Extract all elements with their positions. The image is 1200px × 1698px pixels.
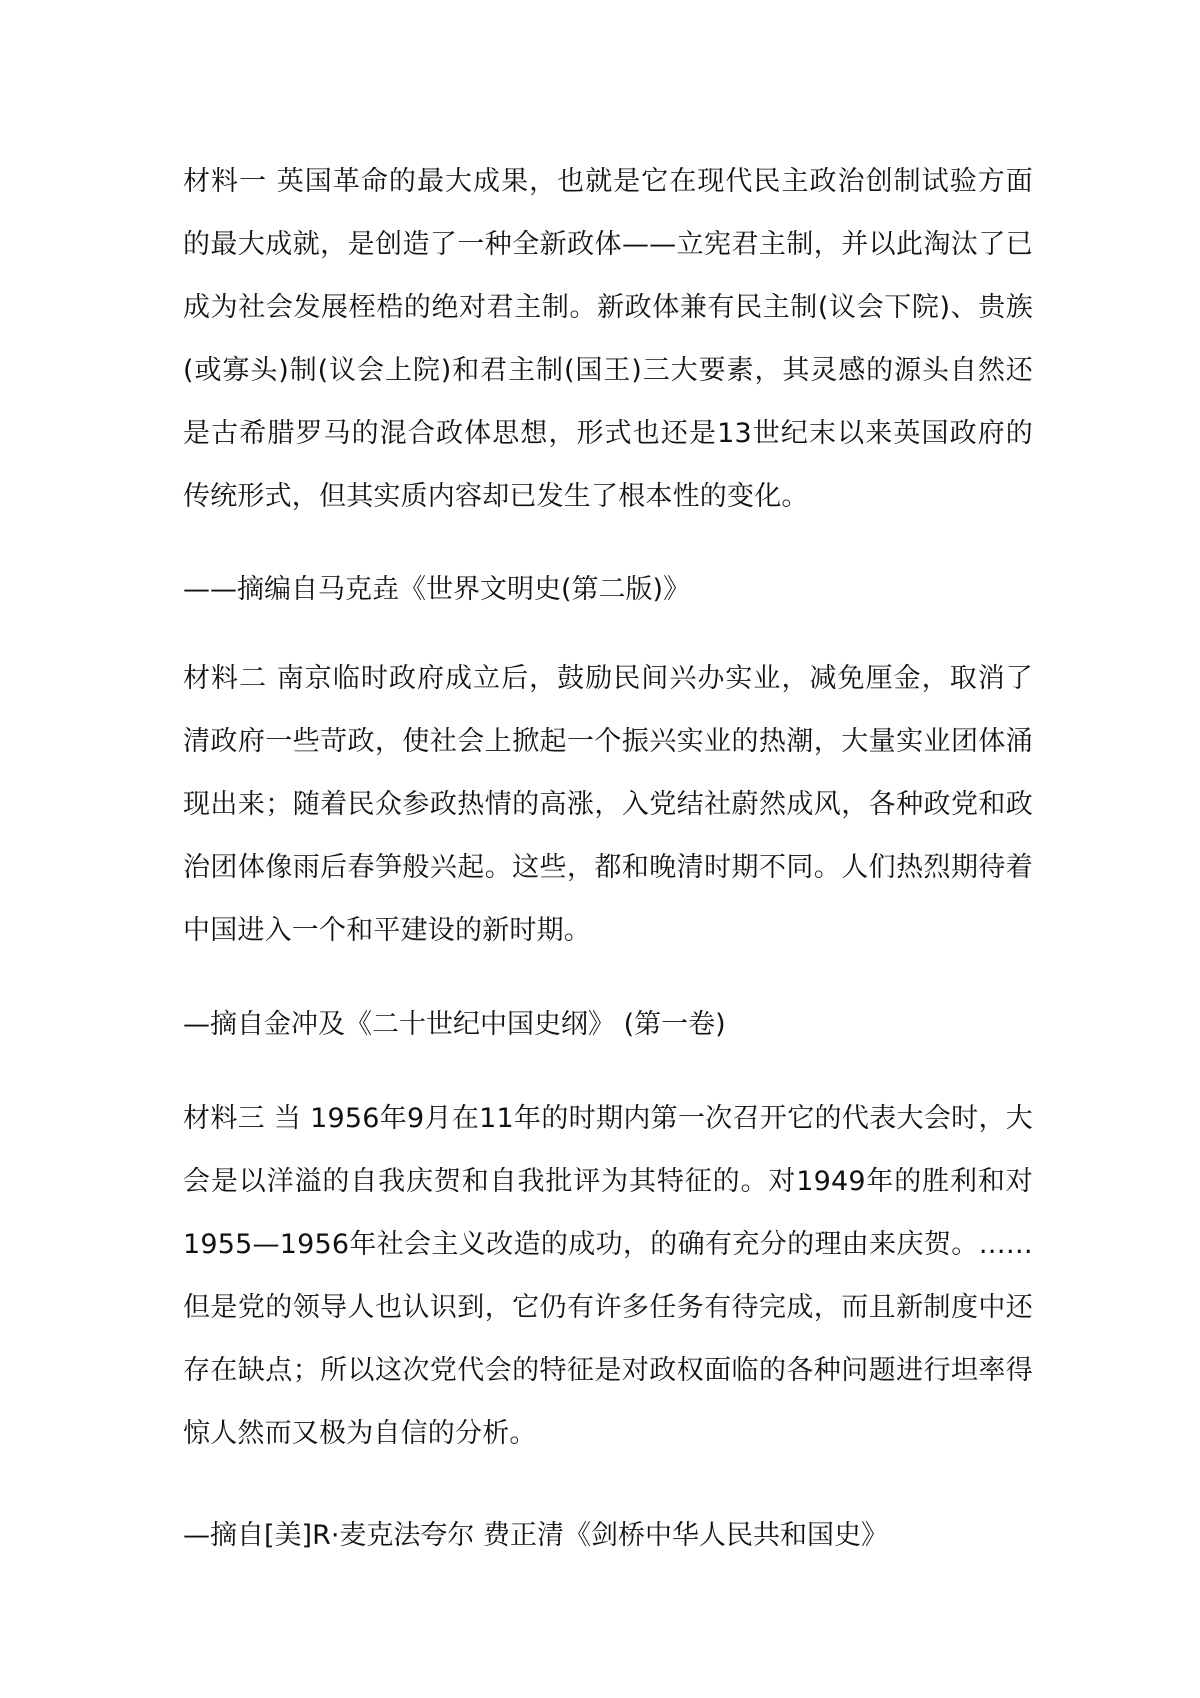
material-two-paragraph: 材料二 南京临时政府成立后，鼓励民间兴办实业，减免厘金，取消了清政府一些苛政，使社会上掀起一个振兴实业的热潮，大量实业团体涌现出来；随着民众参政热情的高涨，入党结社蔚然成风，各种政党和政治团体像雨后春笋般兴起。这些，都和晚清时期不同。人们热烈期待着中国进入一个和平建设的新时期。	[183, 663, 1033, 946]
material-two-source: —摘自金冲及《二十世纪中国史纲》 (第一卷)	[183, 1009, 726, 1040]
material-three-paragraph: 材料三 当 1956年9月在11年的时期内第一次召开它的代表大会时，大会是以洋溢的自我庆贺和自我批评为其特征的。对1949年的胜利和对1955—1956年社会主义改造的成功，的确有充分的理由来庆贺。……但是党的领导人也认识到，它仍有许多任务有待完成，而且新制度中还存在缺点；所以这次党代会的特征是对政权面临的各种问题进行坦率得惊人然而又极为自信的分析。	[183, 1103, 1033, 1449]
material-one-paragraph: 材料一 英国革命的最大成果，也就是它在现代民主政治创制试验方面的最大成就，是创造了一种全新政体——立宪君主制，并以此淘汰了已成为社会发展桎梏的绝对君主制。新政体兼有民主制(议会下院)、贵族(或寡头)制(议会上院)和君主制(国王)三大要素，其灵感的源头自然还是古希腊罗马的混合政体思想，形式也还是13世纪末以来英国政府的传统形式，但其实质内容却已发生了根本性的变化。	[183, 166, 1033, 512]
material-one-source: ——摘编自马克垚《世界文明史(第二版)》	[183, 574, 691, 605]
material-three-source: —摘自[美]R·麦克法夸尔 费正清《剑桥中华人民共和国史》	[183, 1520, 888, 1551]
